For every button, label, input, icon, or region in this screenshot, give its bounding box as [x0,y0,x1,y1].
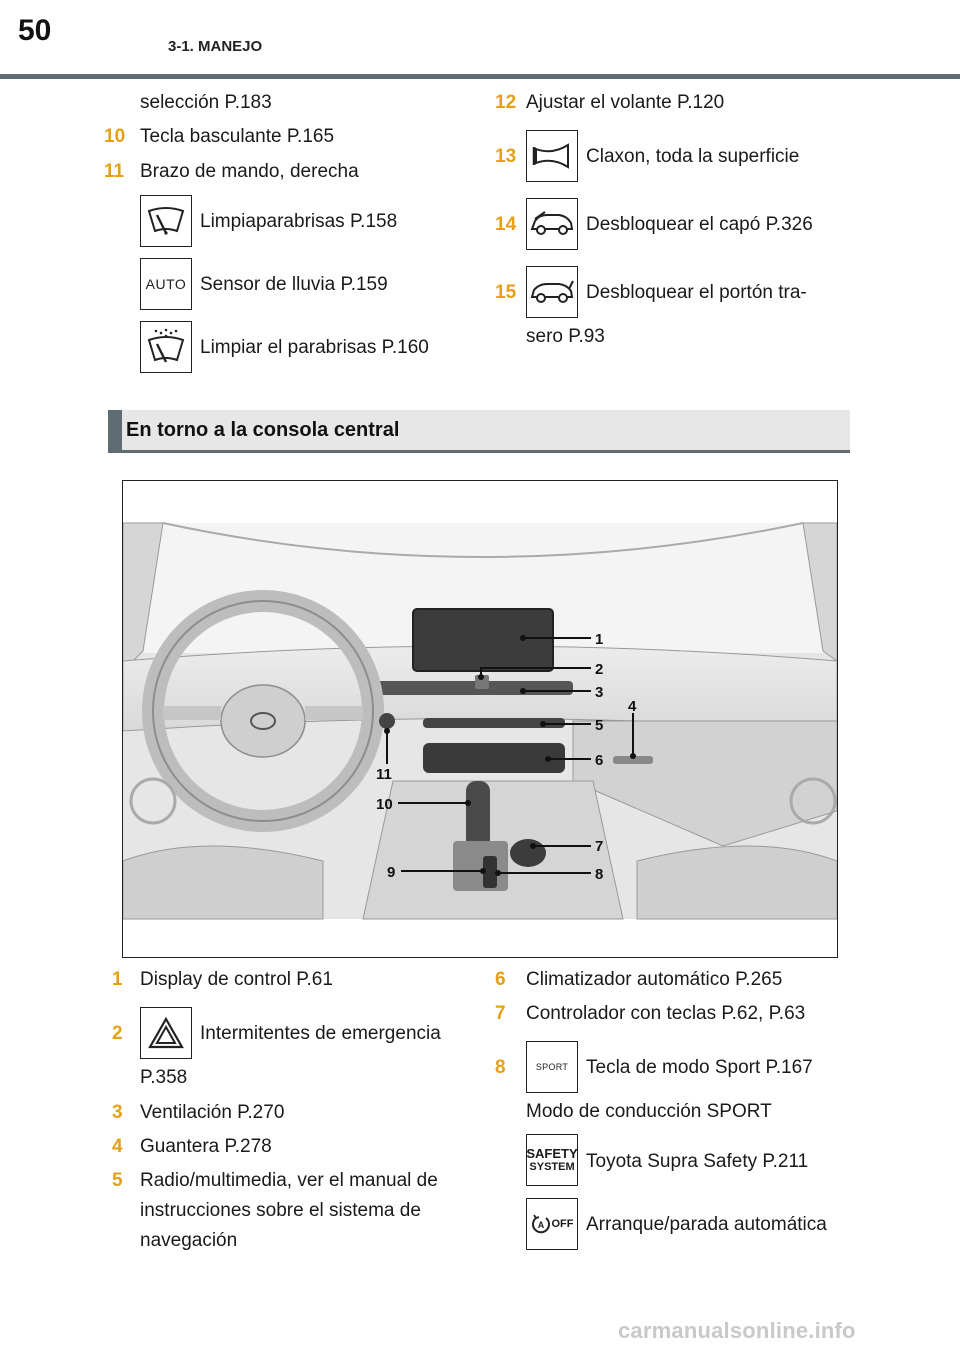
section-title: En torno a la consola central [126,419,400,441]
watermark: carmanualsonline.info [618,1318,856,1343]
chapter-title: 3-1. MANEJO [168,38,263,55]
item-text: Guantera P.278 [140,1136,272,1157]
sub-item-text: Arranque/parada automática [586,1214,827,1235]
item-number: 1 [112,969,123,990]
vent-strip [373,681,573,695]
page-header [0,0,960,80]
sub-item-text: Toyota Supra Safety P.211 [586,1151,809,1172]
item-number: 8 [495,1057,506,1078]
callout-9: 9 [387,864,396,881]
continuation-text: selección P.183 [140,92,272,113]
item-text: Tecla de modo Sport P.167 [586,1057,813,1078]
callout-7: 7 [595,838,604,855]
item-number: 15 [495,282,517,303]
item-text: Claxon, toda la superficie [586,146,800,167]
callout-11: 11 [376,766,392,783]
ctrl-knob [510,839,546,867]
safety-system-icon [526,1134,578,1186]
sport-icon-label: SPORT [535,1062,569,1072]
callout-3: 3 [595,684,604,701]
page-number: 50 [18,14,52,47]
callout-4: 4 [628,698,637,715]
control-display [413,609,553,671]
callout-5: 5 [595,717,604,734]
auto-stop-off-label: OFF [551,1218,574,1230]
item-number: 3 [112,1102,123,1123]
item-number: 6 [495,969,506,990]
console-illustration [123,481,837,957]
item-text: Ventilación P.270 [140,1102,285,1123]
console-figure [122,480,838,958]
item-text: Brazo de mando, derecha [140,161,359,182]
auto-stop-off-icon [526,1198,578,1250]
item-text: Controlador con teclas P.62, P.63 [526,1003,806,1024]
item-text: Intermitentes de emergencia [200,1023,441,1044]
section-header [108,410,850,453]
item-text-cont: P.358 [140,1067,188,1088]
trunk-icon [526,266,578,318]
item-number: 13 [495,146,517,167]
sub-item-text: Sensor de lluvia P.159 [200,274,388,295]
item-number: 7 [495,1003,506,1024]
item-text-line: Radio/multimedia, ver el manual de [140,1170,438,1191]
callout-8: 8 [595,866,604,883]
auto-icon-label: AUTO [145,276,187,292]
mode-text: Modo de conducción SPORT [526,1101,772,1122]
item-text: Ajustar el volante P.120 [526,92,725,113]
item-text: Desbloquear el capó P.326 [586,214,813,235]
sport-icon [526,1041,578,1093]
callout-6: 6 [595,752,604,769]
safety-icon-label-2: SYSTEM [529,1161,575,1173]
item-number: 10 [104,126,126,147]
sub-item-text: Limpiar el parabrisas P.160 [200,337,429,358]
item-text-line: instrucciones sobre el sistema de [140,1200,421,1221]
item-text: Display de control P.61 [140,969,333,990]
item-number: 14 [495,214,517,235]
svg-text:A: A [537,1220,544,1230]
header-rule [0,74,960,79]
item-text: Climatizador automático P.265 [526,969,783,990]
hazard-icon [140,1007,192,1059]
section-accent [108,410,122,450]
item-text-line: navegación [140,1230,238,1251]
item-number: 5 [112,1170,123,1191]
item-number: 4 [112,1136,123,1157]
auto-icon [140,258,192,310]
wiper-icon [140,195,192,247]
item-text: Desbloquear el portón tra- [586,282,807,303]
safety-icon-label-1: SAFETY [526,1146,578,1161]
climate-panel [423,743,565,773]
item-text-cont: sero P.93 [526,326,605,347]
gear-lever [466,781,490,851]
callout-10: 10 [376,796,393,813]
item-number: 11 [104,161,125,182]
item-number: 12 [495,92,517,113]
horn-icon [526,130,578,182]
hood-icon [526,198,578,250]
item-text: Tecla basculante P.165 [140,126,335,147]
sub-item-text: Limpiaparabrisas P.158 [200,211,398,232]
washer-icon [140,321,192,373]
item-number: 2 [112,1023,123,1044]
callout-2: 2 [595,661,604,678]
callout-1: 1 [595,631,604,648]
